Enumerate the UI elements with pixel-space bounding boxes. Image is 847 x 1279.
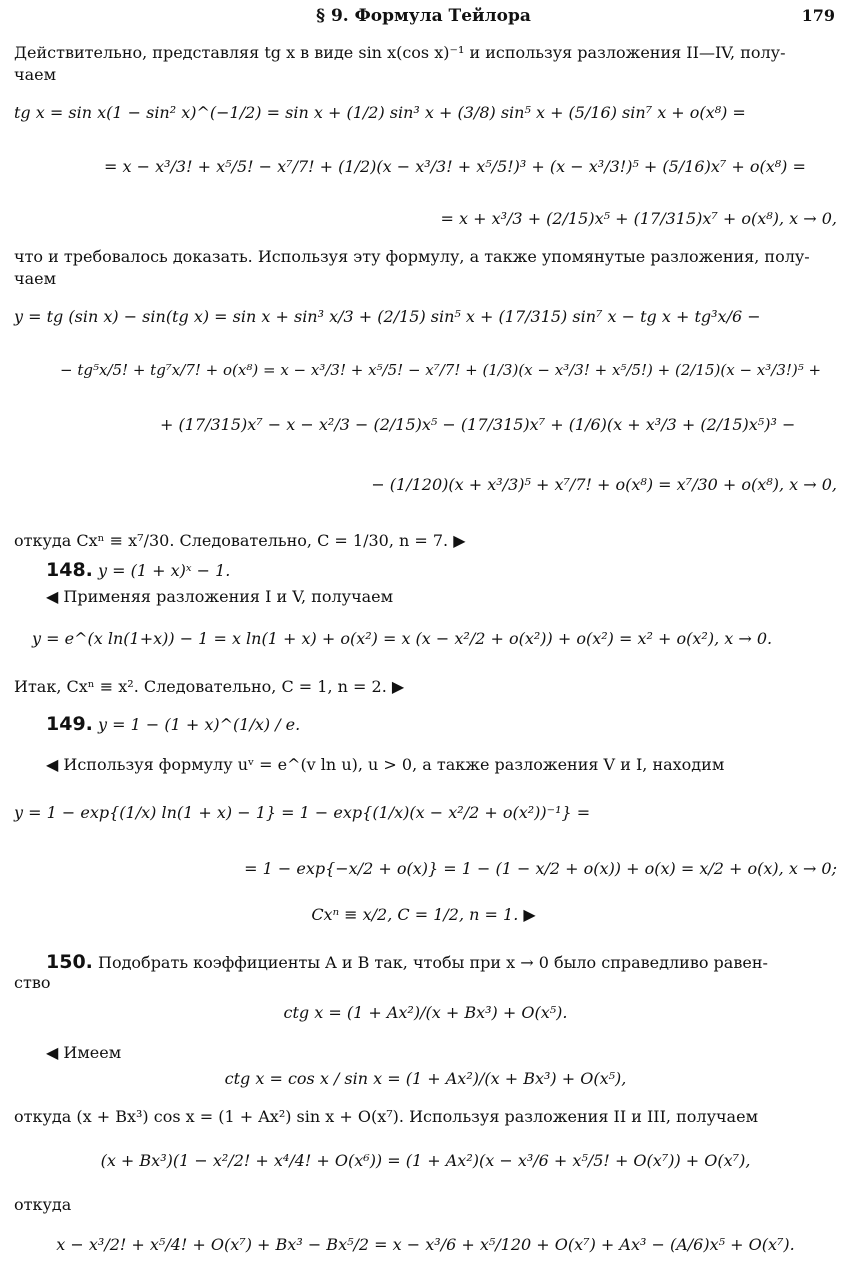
problem-statement: Подобрать коэффициенты A и B так, чтобы при x → 0 было справедливо равен-: [97, 953, 768, 972]
text-line: чаем: [14, 65, 57, 84]
formula-line: = 1 − exp{−x/2 + o(x)} = 1 − (1 − x/2 + o(x)) + o(x) = x/2 + o(x), x → 0;: [244, 859, 837, 878]
formula-line: y = tg (sin x) − sin(tg x) = sin x + sin³ x/3 + (2/15) sin⁵ x + (17/315) sin⁷ x − tg x + tg³x/6 −: [14, 307, 761, 326]
text-line: ◀ Используя формулу uᵛ = e^(v ln u), u > 0, а также разложения V и I, находим: [46, 755, 725, 774]
text-line: ◀ Применяя разложения I и V, получаем: [46, 587, 394, 606]
formula-line: + (17/315)x⁷ − x − x²/3 − (2/15)x⁵ − (17/315)x⁷ + (1/6)(x + x³/3 + (2/15)x⁵)³ −: [160, 415, 796, 434]
text-line: откуда Cxⁿ ≡ x⁷/30. Следовательно, C = 1/30, n = 7. ▶: [14, 531, 466, 550]
text-line: ◀ Имеем: [46, 1043, 122, 1062]
formula-line: (x + Bx³)(1 − x²/2! + x⁴/4! + O(x⁶)) = (1 + Ax²)(x − x³/6 + x⁵/5! + O(x⁷)) + O(x⁷),: [100, 1151, 751, 1170]
formula-line: = x − x³/3! + x⁵/5! − x⁷/7! + (1/2)(x − x³/3! + x⁵/5!)³ + (x − x³/3!)⁵ + (5/16)x⁷ + o(x⁸) =: [104, 157, 806, 176]
problem-number: 149.: [46, 713, 93, 735]
text-line: откуда (x + Bx³) cos x = (1 + Ax²) sin x + O(x⁷). Используя разложения II и III, получаем: [14, 1107, 759, 1126]
text-line: Итак, Cxⁿ ≡ x². Следовательно, C = 1, n = 2. ▶: [14, 677, 405, 696]
problem-149: [46, 714, 837, 736]
page-number: 179: [801, 6, 835, 25]
text-line: чаем: [14, 269, 57, 288]
formula-line: y = 1 − exp{(1/x) ln(1 + x) − 1} = 1 − exp{(1/x)(x − x²/2 + o(x²))⁻¹} =: [14, 803, 591, 822]
formula-line: Cxⁿ ≡ x/2, C = 1/2, n = 1. ▶: [311, 905, 536, 924]
formula-line: ctg x = (1 + Ax²)/(x + Bx³) + O(x⁵).: [283, 1003, 568, 1022]
formula-line: = x + x³/3 + (2/15)x⁵ + (17/315)x⁷ + o(x⁸), x → 0,: [440, 209, 837, 228]
problem-expression: y = (1 + x)ˣ − 1.: [97, 561, 231, 580]
page-header: [0, 6, 847, 28]
problem-150: [46, 952, 837, 974]
section-title: § 9. Формула Тейлора: [316, 6, 531, 26]
problem-expression: y = 1 − (1 + x)^(1/x) / e.: [97, 715, 301, 734]
text-line: ство: [14, 973, 51, 992]
formula-line: tg x = sin x(1 − sin² x)^(−1/2) = sin x + (1/2) sin³ x + (3/8) sin⁵ x + (5/16) sin⁷ x + o(x⁸) =: [14, 103, 746, 122]
problem-number: 148.: [46, 559, 93, 581]
formula-line: x − x³/2! + x⁵/4! + O(x⁷) + Bx³ − Bx⁵/2 = x − x³/6 + x⁵/120 + O(x⁷) + Ax³ − (A/6)x⁵ + O(x⁷).: [56, 1235, 795, 1254]
problem-148: [46, 560, 837, 582]
formula-line: y = e^(x ln(1+x)) − 1 = x ln(1 + x) + o(x²) = x (x − x²/2 + o(x²)) + o(x²) = x² + o(x²), x → 0.: [32, 629, 773, 648]
text-line: что и требовалось доказать. Используя эту формулу, а также упомянутые разложения, полу-: [14, 247, 810, 266]
text-line: Действительно, представляя tg x в виде sin x(cos x)⁻¹ и используя разложения II—IV, полу-: [14, 43, 786, 62]
text-line: откуда: [14, 1195, 72, 1214]
problem-number: 150.: [46, 951, 93, 973]
formula-line: − tg⁵x/5! + tg⁷x/7! + o(x⁸) = x − x³/3! + x⁵/5! − x⁷/7! + (1/3)(x − x³/3! + x⁵/5!) + (2/15)(x − x³/3!)⁵ +: [60, 361, 822, 379]
formula-line: ctg x = cos x / sin x = (1 + Ax²)/(x + Bx³) + O(x⁵),: [224, 1069, 627, 1088]
formula-line: − (1/120)(x + x³/3)⁵ + x⁷/7! + o(x⁸) = x⁷/30 + o(x⁸), x → 0,: [371, 475, 837, 494]
